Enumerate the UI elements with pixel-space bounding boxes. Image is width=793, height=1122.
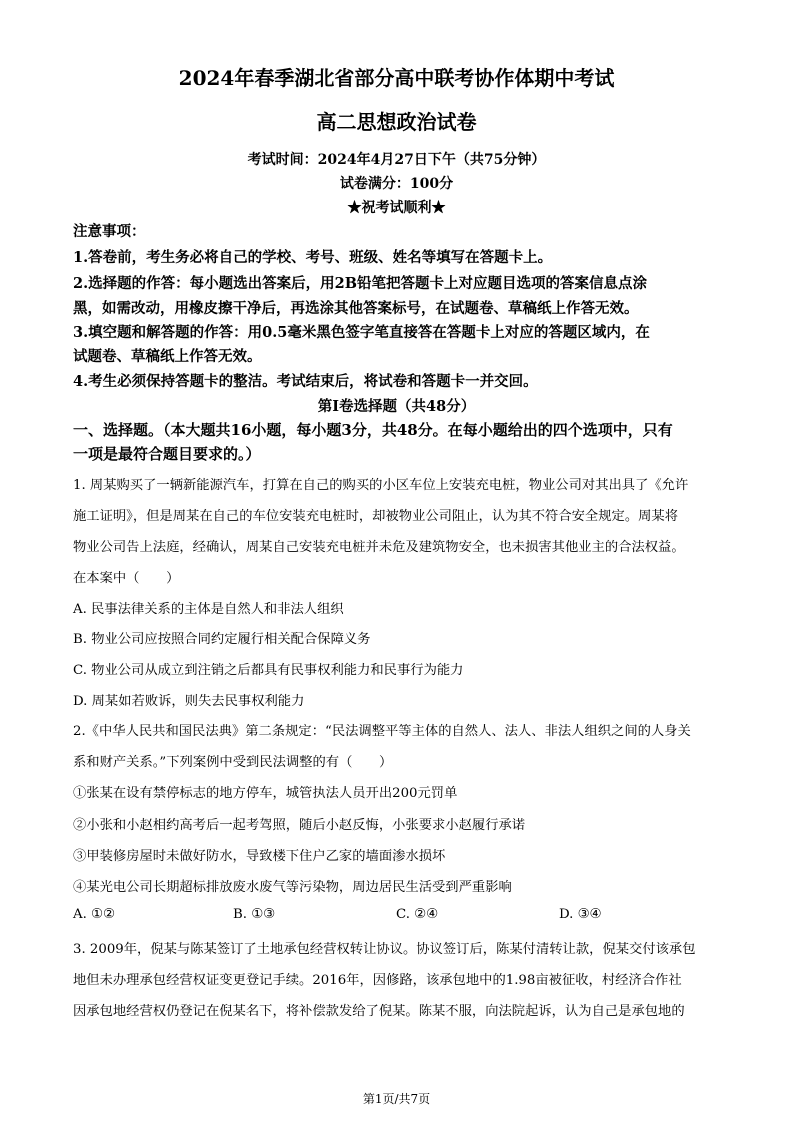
- question-2-item: ①张某在设有禁停标志的地方停车，城管执法人员开出200元罚单: [73, 786, 458, 801]
- full-score: 试卷满分：100分: [339, 176, 454, 192]
- question-1-text: 物业公司告上法庭，经确认，周某自己安装充电桩并未危及建筑物安全，也未损害其他业主的合法权益。: [73, 540, 685, 555]
- question-1-option-d: D. 周某如若败诉，则失去民事权利能力: [73, 694, 305, 709]
- notice-line: 3.填空题和解答题的作答：用0.5毫米黑色签字笔直接答在答题卡上对应的答题区域内，在: [73, 324, 650, 341]
- question-1-option-c: C. 物业公司从成立到注销之后都具有民事权利能力和民事行为能力: [73, 663, 464, 678]
- exam-time: 考试时间：2024年4月27日下午（共75分钟）: [247, 152, 546, 168]
- exam-subtitle: 高二思想政治试卷: [316, 110, 477, 134]
- page-number: 第1页/共7页: [362, 1092, 431, 1106]
- question-1-option-b: B. 物业公司应按照合同约定履行相关配合保障义务: [73, 632, 371, 647]
- exam-title: 2024年春季湖北省部分高中联考协作体期中考试: [178, 66, 615, 90]
- question-2-option-b: B. ①③: [233, 907, 276, 922]
- question-3-text: 因承包地经营权仍登记在倪某名下，将补偿款发给了倪某。陈某不服，向法院起诉，认为自己是承包地的: [73, 1004, 685, 1019]
- good-luck-wish: ★祝考试顺利★: [347, 200, 446, 216]
- question-2-option-c: C. ②④: [396, 907, 438, 922]
- part1-instruction: 一、选择题。（本大题共16小题，每小题3分，共48分。在每小题给出的四个选项中，只有: [73, 421, 673, 439]
- question-1-text: 在本案中（ ）: [73, 571, 180, 586]
- question-1-text: 1. 周某购买了一辆新能源汽车，打算在自己的购买的小区车位上安装充电桩，物业公司对其出具了《允许: [73, 478, 689, 493]
- question-3-text: 3. 2009年，倪某与陈某签订了土地承包经营权转让协议。协议签订后，陈某付清转让款，倪某交付该承包: [73, 942, 696, 957]
- question-1-text: 施工证明》，但是周某在自己的车位安装充电桩时，却被物业公司阻止，认为其不符合安全规定。周某将: [73, 509, 679, 524]
- question-1-option-a: A. 民事法律关系的主体是自然人和非法人组织: [73, 602, 344, 617]
- question-3-text: 地但未办理承包经营权证变更登记手续。2016年，因修路，该承包地中的1.98亩被征收，村经济合作社: [73, 973, 682, 988]
- question-2-item: ②小张和小赵相约高考后一起考驾照，随后小赵反悔，小张要求小赵履行承诺: [73, 818, 526, 833]
- notice-line: 黑，如需改动，用橡皮擦干净后，再选涂其他答案标号，在试题卷、草稿纸上作答无效。: [73, 300, 639, 317]
- question-2-item: ④某光电公司长期超标排放废水废气等污染物，周边居民生活受到严重影响: [73, 880, 512, 895]
- question-2-option-d: D. ③④: [559, 907, 602, 922]
- part1-title: 第Ⅰ卷选择题（共48分）: [317, 398, 476, 415]
- question-2-text: 系和财产关系。”下列案例中受到民法调整的有（ ）: [73, 755, 393, 770]
- notice-line: 2.选择题的作答：每小题选出答案后，用2B铅笔把答题卡上对应题目选项的答案信息点涂: [73, 275, 647, 292]
- notice-line: 1.答卷前，考生务必将自己的学校、考号、班级、姓名等填写在答题卡上。: [73, 249, 553, 266]
- notice-line: 4.考生必须保持答题卡的整洁。考试结束后，将试卷和答题卡一并交回。: [73, 373, 538, 390]
- notice-heading: 注意事项：: [73, 223, 146, 240]
- notice-line: 试题卷、草稿纸上作答无效。: [73, 348, 262, 365]
- question-2-item: ③甲装修房屋时未做好防水，导致楼下住户乙家的墙面渗水损坏: [73, 849, 446, 864]
- question-2-text: 2.《中华人民共和国民法典》第二条规定：“民法调整平等主体的自然人、法人、非法人组织之间的人身关: [73, 724, 691, 739]
- question-2-option-a: A. ①②: [73, 907, 115, 922]
- part1-instruction: 一项是最符合题目要求的。）: [73, 445, 261, 463]
